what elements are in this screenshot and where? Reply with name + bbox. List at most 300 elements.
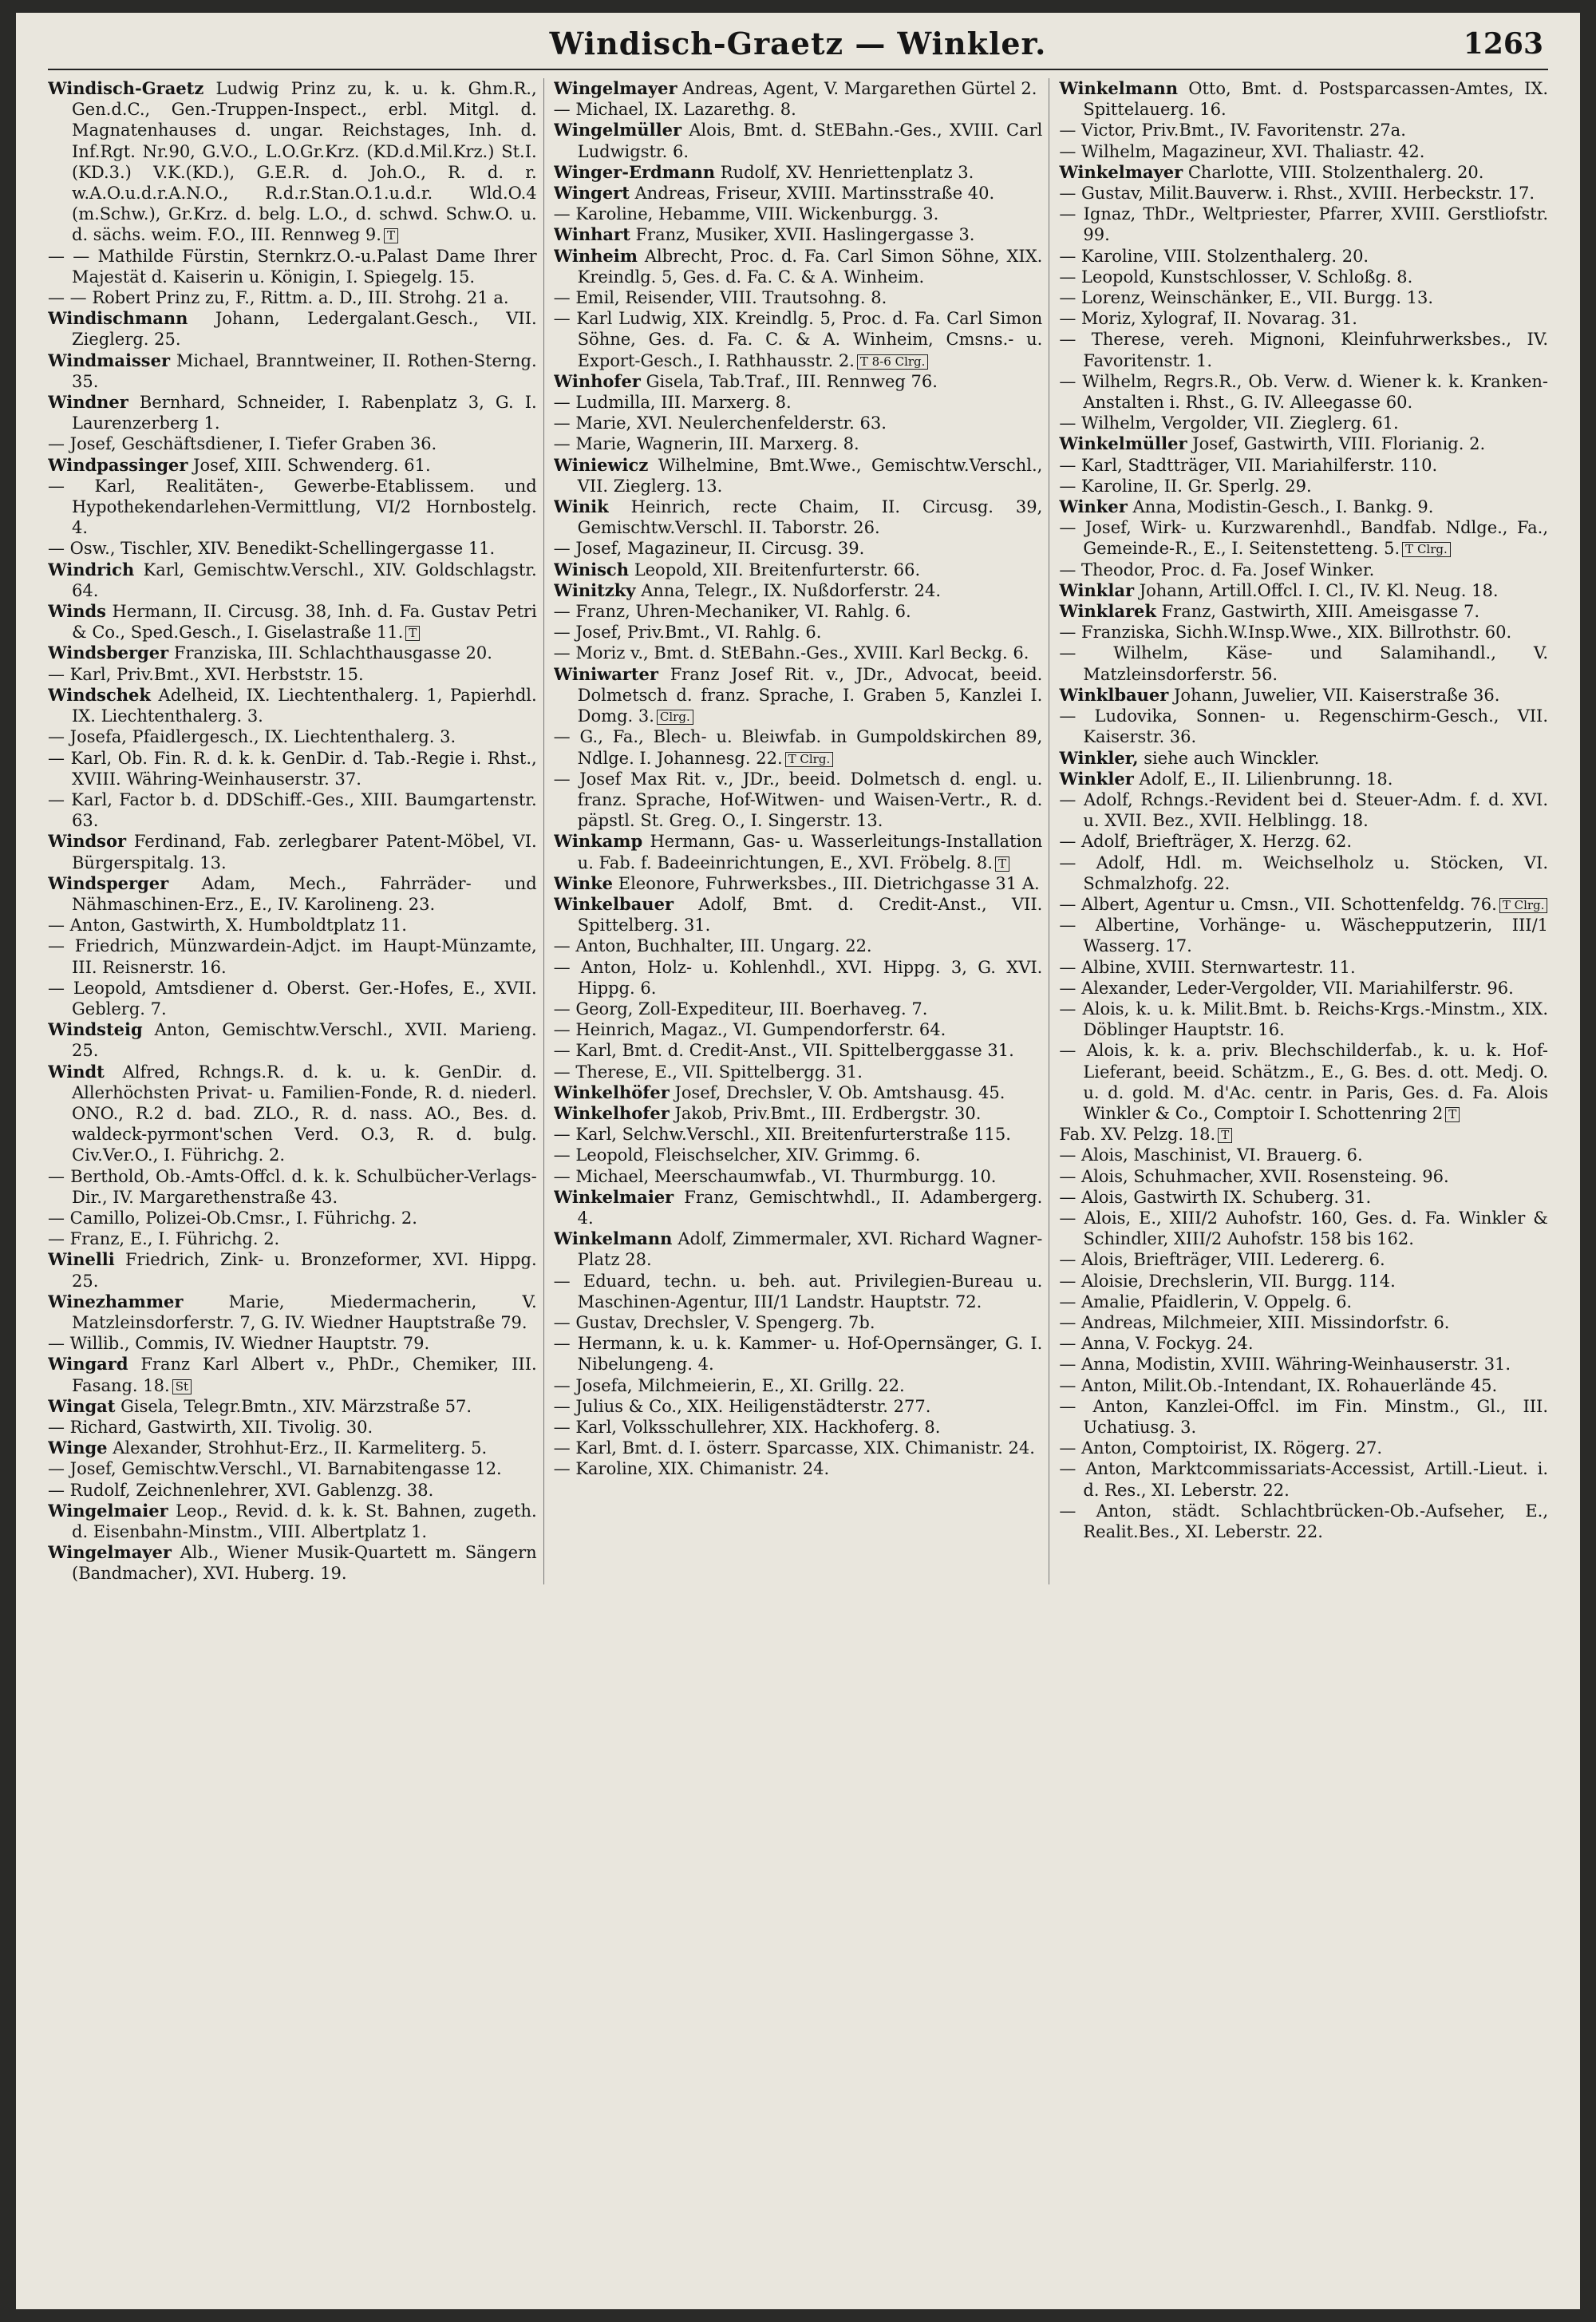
entry-text: Gisela, Telegr.Bmtn., XIV. Märzstraße 57. — [120, 1396, 472, 1416]
directory-entry — [48, 308, 537, 350]
entry-surname: Winhofer — [553, 370, 641, 391]
entry-text: — Marie, Wagnerin, III. Marxerg. 8. — [553, 434, 859, 454]
entry-surname: Winke — [553, 872, 614, 893]
directory-entry — [1059, 433, 1548, 454]
directory-entry — [554, 455, 1043, 496]
directory-entry — [1059, 580, 1548, 601]
directory-entry — [1059, 894, 1548, 915]
entry-text: — Alois, Briefträger, VIII. Ledererg. 6. — [1059, 1250, 1385, 1270]
directory-entry — [48, 643, 537, 663]
entry-text: — Anton, Milit.Ob.-Intendant, IX. Rohauerlände 45. — [1059, 1375, 1498, 1395]
page-header — [48, 21, 1548, 70]
entry-text: — Josef, Priv.Bmt., VI. Rahlg. 6. — [553, 623, 822, 643]
directory-entry — [554, 726, 1043, 768]
directory-entry — [48, 287, 537, 308]
entry-text: — Albert, Agentur u. Cmsn., VII. Schottenfeldg. 76. — [1059, 894, 1497, 914]
directory-entry — [554, 1312, 1043, 1333]
entry-text: Johann, Juwelier, VII. Kaiserstraße 36. — [1174, 685, 1500, 705]
directory-entry — [48, 1501, 537, 1542]
directory-entry — [48, 1166, 537, 1208]
directory-entry — [1059, 329, 1548, 370]
entry-text: Michael, Branntweiner, II. Rothen-Sterng. 35. — [72, 350, 537, 391]
directory-entry — [48, 1228, 537, 1249]
directory-entry — [1059, 1271, 1548, 1292]
entry-text: — Albertine, Vorhänge- u. Wäschepputzerin, III/1 Wasserg. 17. — [1059, 916, 1549, 956]
entry-text: — Alois, k. k. a. priv. Blechschilderfab., k. u. k. Hof-Lieferant, beeid. Schätzm., E., G. Bes. d. ott. Medj. O. u. d. gold. M. d'Ac. centr. in Paris, Ges. d. Fa. Alois Winkler & Co., Comptoir I. Schottenring 2 — [1059, 1041, 1549, 1123]
entry-text: — Karoline, VIII. Stolzenthalerg. 20. — [1059, 246, 1369, 266]
entry-text: — Amalie, Pfaidlerin, V. Oppelg. 6. — [1059, 1292, 1353, 1311]
directory-entry — [554, 204, 1043, 224]
entry-text: — Eduard, techn. u. beh. aut. Privilegien-Bureau u. Maschinen-Agentur, III/1 Landstr. Hauptstr. 72. — [553, 1271, 1043, 1311]
entry-text: Karl, Gemischtw.Verschl., XIV. Goldschlagstr. 64. — [72, 560, 537, 600]
directory-entry — [554, 538, 1043, 559]
directory-entry — [48, 685, 537, 726]
entry-text: — Josef, Magazineur, II. Circusg. 39. — [553, 539, 865, 559]
directory-entry — [48, 78, 537, 246]
directory-entry — [48, 1019, 537, 1061]
entry-surname: Winger-Erdmann — [553, 161, 716, 182]
entry-text: — Ludovika, Sonnen- u. Regenschirm-Gesch., VII. Kaiserstr. 36. — [1059, 706, 1549, 747]
entry-text: Bernhard, Schneider, I. Rabenplatz 3, G. I. Laurenzerberg 1. — [72, 393, 537, 433]
entry-text: — Anton, Marktcommissariats-Accessist, Artill.-Lieut. i. d. Res., XI. Leberstr. 22. — [1059, 1459, 1549, 1500]
entry-surname: Windsteig — [48, 1019, 143, 1040]
entry-surname: Wingat — [48, 1395, 116, 1416]
entry-surname: Winklar — [1059, 580, 1135, 600]
entry-text: — Leopold, Fleischselcher, XIV. Grimmg. 6. — [553, 1145, 921, 1165]
telephone-mark: T Clrg. — [1402, 542, 1451, 557]
entry-surname: Windner — [48, 392, 128, 413]
directory-entry — [554, 957, 1043, 999]
entry-surname: Windschek — [48, 684, 151, 705]
entry-surname: Windsberger — [48, 643, 169, 663]
entry-surname: Winkelmayer — [1059, 161, 1183, 182]
entry-text: — Anna, V. Fockyg. 24. — [1059, 1334, 1254, 1354]
directory-entry — [48, 1417, 537, 1438]
directory-entry — [1059, 685, 1548, 706]
directory-entry — [1059, 455, 1548, 476]
directory-entry — [554, 1166, 1043, 1187]
directory-entry — [554, 1103, 1043, 1124]
entry-text: Marie, Miedermacherin, V. Matzleinsdorferstr. 7, G. IV. Wiedner Hauptstraße 79. — [72, 1292, 537, 1332]
entry-text: — Michael, IX. Lazarethg. 8. — [553, 100, 796, 120]
entry-text: Josef, Drechsler, V. Ob. Amtshausg. 45. — [674, 1082, 1005, 1102]
entry-text: — Leopold, Amtsdiener d. Oberst. Ger.-Hofes, E., XVII. Geblerg. 7. — [48, 978, 537, 1019]
entry-text: — Alois, Maschinist, VI. Brauerg. 6. — [1059, 1145, 1363, 1165]
entry-text: — Anton, Holz- u. Kohlenhdl., XVI. Hippg. 3, G. XVI. Hippg. 6. — [553, 957, 1043, 998]
entry-text: Adolf, Bmt. d. Credit-Anst., VII. Spittelberg. 31. — [577, 894, 1043, 936]
entry-text: Anna, Modistin-Gesch., I. Bankg. 9. — [1132, 497, 1434, 517]
telephone-mark: T 8-6 Clrg. — [857, 354, 929, 370]
entry-surname: Winheim — [553, 245, 638, 266]
directory-entry — [48, 455, 537, 476]
directory-entry — [1059, 78, 1548, 120]
entry-text: — Franz, E., I. Führichg. 2. — [48, 1229, 280, 1249]
entry-surname: Winkelhofer — [553, 1102, 670, 1123]
entry-text: Albrecht, Proc. d. Fa. Carl Simon Söhne, XIX. Kreindlg. 5, Ges. d. Fa. C. & A. Winheim. — [577, 246, 1043, 287]
entry-text: — Theodor, Proc. d. Fa. Josef Winker. — [1059, 560, 1375, 580]
directory-entry — [1059, 1145, 1548, 1165]
entry-surname: Windsperger — [48, 872, 169, 893]
column-1 — [48, 78, 544, 1584]
entry-text: — Adolf, Rchngs.-Revident bei d. Steuer-Adm. f. d. XVI. u. XVII. Bez., XVII. Helblingg. 18. — [1059, 789, 1549, 831]
entry-text: — Therese, vereh. Mignoni, Kleinfuhrwerksbes., IV. Favoritenstr. 1. — [1059, 330, 1549, 370]
directory-entry — [48, 1333, 537, 1354]
directory-entry — [554, 999, 1043, 1019]
directory-entry — [554, 413, 1043, 433]
entry-text: Adolf, E., II. Lilienbrunng. 18. — [1139, 769, 1393, 789]
entry-text: Alfred, Rchngs.R. d. k. u. k. GenDir. d. Allerhöchsten Privat- u. Familien-Fonde, R. d. niederl. ONO., R.2 d. bad. ZLO., R. d. nass. AO., Bes. d. waldeck-pyrmont'schen Verd. O.3, R. d. bulg. Civ.Ver.O., I. Führichg. 2. — [72, 1062, 537, 1165]
entry-text: — Hermann, k. u. k. Kammer- u. Hof-Opernsänger, G. I. Nibelungeng. 4. — [553, 1334, 1043, 1375]
entry-text: Franz, Musiker, XVII. Haslingergasse 3. — [635, 225, 975, 245]
entry-text: — Osw., Tischler, XIV. Benedikt-Schellingergasse 11. — [48, 539, 496, 559]
telephone-mark: T — [995, 856, 1009, 872]
entry-surname: Winhart — [553, 224, 630, 245]
running-title: Windisch-Graetz — Winkler. — [549, 26, 1047, 61]
directory-entry — [48, 831, 537, 872]
entry-surname: Winkelmann — [1059, 78, 1179, 98]
entry-text: — Wilhelm, Käse- und Salamihandl., V. Matzleinsdorferstr. 56. — [1059, 643, 1549, 684]
entry-text: Anna, Telegr., IX. Nußdorferstr. 24. — [641, 580, 942, 600]
directory-entry — [48, 246, 537, 287]
entry-surname: Winklarek — [1059, 601, 1156, 622]
entry-text: Andreas, Agent, V. Margarethen Gürtel 2. — [682, 79, 1037, 98]
entry-text: — Moriz, Xylograf, II. Novarag. 31. — [1059, 309, 1357, 329]
directory-entry — [554, 769, 1043, 832]
entry-text: — Georg, Zoll-Expediteur, III. Boerhaveg. 7. — [553, 999, 928, 1019]
entry-surname: Wingert — [553, 183, 630, 204]
directory-entry — [1059, 287, 1548, 308]
entry-text: — Alexander, Leder-Vergolder, VII. Mariahilferstr. 96. — [1059, 978, 1514, 998]
entry-text: — Karoline, Hebamme, VIII. Wickenburgg. 3. — [553, 204, 939, 224]
directory-entry — [554, 1062, 1043, 1082]
entry-text: — Alois, Schuhmacher, XVII. Rosensteing. 96. — [1059, 1166, 1449, 1186]
directory-entry — [554, 1082, 1043, 1103]
directory-entry — [554, 78, 1043, 99]
entry-surname: Winkelmaier — [553, 1186, 674, 1207]
entry-text: — Rudolf, Zeichnenlehrer, XVI. Gablenzg. 38. — [48, 1480, 434, 1500]
entry-text: — Josefa, Pfaidlergesch., IX. Liechtenthalerg. 3. — [48, 727, 456, 747]
directory-entry — [1059, 1458, 1548, 1500]
entry-surname: Windpassinger — [48, 454, 188, 475]
directory-entry — [554, 1187, 1043, 1228]
directory-entry — [1059, 413, 1548, 433]
directory-entry — [48, 1249, 537, 1291]
directory-entry — [1059, 560, 1548, 580]
entry-surname: Winkelbauer — [553, 893, 674, 914]
entry-text: Johann, Ledergalant.Gesch., VII. Zieglerg. 25. — [72, 309, 537, 350]
entry-surname: Wingelmüller — [553, 120, 682, 140]
entry-text: — Lorenz, Weinschänker, E., VII. Burgg. 13. — [1059, 288, 1433, 308]
directory-entry — [48, 873, 537, 915]
entry-surname: Winkamp — [553, 831, 643, 852]
entry-text: Franz Karl Albert v., PhDr., Chemiker, III. Fasang. 18. — [72, 1355, 537, 1395]
entry-text: — Karl, Factor b. d. DDSchiff.-Ges., XIII. Baumgartenstr. 63. — [48, 789, 537, 831]
directory-entry — [48, 1438, 537, 1458]
entry-text: — Karl, Priv.Bmt., XVI. Herbststr. 15. — [48, 664, 364, 684]
entry-surname: Windisch-Graetz — [48, 78, 204, 98]
directory-entry — [48, 350, 537, 392]
entry-text: Franz, Gastwirth, XIII. Ameisgasse 7. — [1161, 602, 1480, 622]
directory-entry — [48, 1396, 537, 1417]
entry-text: Leop., Revid. d. k. k. St. Bahnen, zugeth. d. Eisenbahn-Minstm., VIII. Albertplatz 1. — [72, 1501, 537, 1542]
entry-text: — Gustav, Drechsler, V. Spengerg. 7b. — [553, 1312, 875, 1332]
directory-entry — [1059, 162, 1548, 183]
entry-text: Johann, Artill.Offcl. I. Cl., IV. Kl. Neug. 18. — [1139, 580, 1499, 600]
directory-entry — [1059, 120, 1548, 140]
entry-surname: Winiewicz — [553, 454, 649, 475]
directory-entry — [48, 433, 537, 454]
directory-entry — [1059, 1354, 1548, 1375]
entry-text: Wilhelmine, Bmt.Wwe., Gemischtw.Verschl., VII. Zieglerg. 13. — [577, 455, 1043, 496]
directory-entry — [1059, 622, 1548, 643]
entry-surname: Windmaisser — [48, 350, 171, 370]
entry-surname: Winklbauer — [1059, 684, 1169, 705]
directory-entry — [554, 831, 1043, 872]
entry-text: — Anton, Kanzlei-Offcl. im Fin. Minstm., Gl., III. Uchatiusg. 3. — [1059, 1396, 1549, 1437]
directory-entry — [1059, 957, 1548, 978]
entry-surname: Winiwarter — [553, 663, 658, 684]
entry-text: Otto, Bmt. d. Postsparcassen-Amtes, IX. Spittelauerg. 16. — [1083, 79, 1549, 120]
entry-text: Anton, Gemischtw.Verschl., XVII. Marieng. 25. — [72, 1020, 537, 1061]
directory-entry — [48, 1480, 537, 1501]
entry-surname: Winkelhöfer — [553, 1082, 670, 1102]
entry-text: — Gustav, Milit.Bauverw. i. Rhst., XVIII. Herbeckstr. 17. — [1059, 184, 1535, 204]
directory-entry — [554, 1124, 1043, 1145]
column-2 — [554, 78, 1050, 1584]
entry-text: — Karl, Volksschullehrer, XIX. Hackhoferg. 8. — [553, 1418, 941, 1437]
entry-text: — Karl, Selchw.Verschl., XII. Breitenfurterstraße 115. — [553, 1125, 1011, 1145]
entry-surname: Winkler — [1059, 768, 1134, 789]
directory-entry — [1059, 183, 1548, 204]
entry-text: — Camillo, Polizei-Ob.Cmsr., I. Führichg. 2. — [48, 1208, 417, 1228]
directory-entry — [554, 643, 1043, 663]
entry-text: Ferdinand, Fab. zerlegbarer Patent-Möbel, VI. Bürgerspitalg. 13. — [72, 832, 537, 872]
directory-entry — [1059, 1292, 1548, 1312]
directory-entry — [554, 1333, 1043, 1375]
entry-surname: Windrich — [48, 559, 135, 580]
entry-text: — Adolf, Hdl. m. Weichselholz u. Stöcken, VI. Schmalzhofg. 22. — [1059, 852, 1549, 893]
entry-text: Adolf, Zimmermaler, XVI. Richard Wagner-Platz 28. — [577, 1229, 1043, 1270]
directory-entry — [1059, 1187, 1548, 1208]
directory-entry — [1059, 141, 1548, 162]
entry-text: — Karl, Bmt. d. Credit-Anst., VII. Spittelberggasse 31. — [553, 1041, 1014, 1061]
entry-text: — Wilhelm, Vergolder, VII. Zieglerg. 61. — [1059, 413, 1399, 433]
entry-text: — Karl, Bmt. d. I. österr. Sparcasse, XIX. Chimanistr. 24. — [553, 1438, 1035, 1458]
directory-entry — [554, 371, 1043, 392]
directory-entry — [48, 601, 537, 643]
directory-entry — [554, 622, 1043, 643]
entry-surname: Winge — [48, 1438, 108, 1458]
entry-text: Alois, Bmt. d. StEBahn.-Ges., XVIII. Carl Ludwigstr. 6. — [577, 121, 1043, 161]
directory-entry — [554, 120, 1043, 161]
directory-entry — [1059, 246, 1548, 267]
directory-entry — [1059, 831, 1548, 852]
directory-entry — [48, 1354, 537, 1395]
entry-text: — Alois, k. u. k. Milit.Bmt. b. Reichs-Krgs.-Minstm., XIX. Döblinger Hauptstr. 16. — [1059, 999, 1549, 1040]
entry-text: — Therese, E., VII. Spittelbergg. 31. — [553, 1062, 863, 1082]
entry-text: siehe auch Winckler. — [1144, 748, 1320, 768]
entry-surname: Windsor — [48, 831, 127, 852]
telephone-mark: T — [384, 228, 398, 243]
telephone-mark: T Clrg. — [1499, 898, 1548, 913]
entry-text: — Emil, Reisender, VIII. Trautsohng. 8. — [553, 288, 887, 308]
entry-text: Alb., Wiener Musik-Quartett m. Sängern (Bandmacher), XVI. Huberg. 19. — [72, 1543, 537, 1584]
entry-text: — Julius & Co., XIX. Heiligenstädterstr. 277. — [553, 1396, 931, 1416]
entry-surname: Windischmann — [48, 308, 188, 329]
directory-entry — [48, 664, 537, 685]
entry-text: — Anton, Buchhalter, III. Ungarg. 22. — [553, 936, 872, 956]
telephone-mark: St — [172, 1379, 192, 1394]
entry-text: — Victor, Priv.Bmt., IV. Favoritenstr. 27a. — [1059, 121, 1406, 140]
entry-text: Jakob, Priv.Bmt., III. Erdbergstr. 30. — [674, 1103, 982, 1123]
directory-entry — [48, 1458, 537, 1479]
entry-text: — Anton, städt. Schlachtbrücken-Ob.-Aufseher, E., Realit.Bes., XI. Leberstr. 22. — [1059, 1501, 1549, 1542]
directory-entry — [48, 915, 537, 936]
entry-text: — Josef, Wirk- u. Kurzwarenhdl., Bandfab. Ndlge., Fa., Gemeinde-R., E., I. Seitenstetteng. 5. — [1059, 518, 1549, 559]
directory-entry — [1059, 1312, 1548, 1333]
entry-text: — Wilhelm, Magazineur, XVI. Thaliastr. 42. — [1059, 141, 1425, 161]
directory-entry — [48, 748, 537, 789]
directory-entry — [1059, 517, 1548, 559]
directory-entry — [1059, 915, 1548, 956]
entry-surname: Winisch — [553, 559, 629, 580]
entry-text: — Josef Max Rit. v., JDr., beeid. Dolmetsch d. engl. u. franz. Sprache, Hof-Witwen- und Waisen-Vertr., R. d. päpstl. St. Greg. O., I. Singerstr. 13. — [553, 769, 1043, 831]
directory-entry — [48, 978, 537, 1019]
directory-entry — [554, 496, 1043, 538]
directory-entry — [48, 392, 537, 433]
directory-entry — [48, 1062, 537, 1166]
entry-text: — Moriz v., Bmt. d. StEBahn.-Ges., XVIII. Karl Beckg. 6. — [553, 643, 1029, 663]
directory-entry — [1059, 748, 1548, 769]
entry-text: — Marie, XVI. Neulerchenfelderstr. 63. — [553, 413, 887, 433]
directory-entry — [554, 1417, 1043, 1438]
entry-text: — G., Fa., Blech- u. Bleiwfab. in Gumpoldskirchen 89, Ndlge. I. Johannesg. 22. — [553, 727, 1043, 768]
directory-entry — [554, 560, 1043, 580]
column-3 — [1059, 78, 1548, 1584]
directory-entry — [554, 308, 1043, 371]
directory-entry — [554, 1145, 1043, 1165]
directory-entry — [554, 1396, 1043, 1417]
directory-entry — [1059, 1438, 1548, 1458]
entry-surname: Winds — [48, 601, 106, 622]
entry-text: — Albine, XVIII. Sternwartestr. 11. — [1059, 957, 1356, 977]
directory-entry — [554, 1019, 1043, 1040]
entry-text: — Heinrich, Magaz., VI. Gumpendorferstr. 64. — [553, 1020, 946, 1040]
entry-surname: Winik — [553, 496, 609, 517]
entry-surname: Wingard — [48, 1354, 128, 1375]
entry-text: Ludwig Prinz zu, k. u. k. Ghm.R., Gen.d.C., Gen.-Truppen-Inspect., erbl. Mitgl. d. Magnatenhauses d. ungar. Reichstages, Inh. d. Inf.Rgt. Nr.90, G.V.O., L.O.Gr.Krz. (KD.d.Mil.Krz.) St.I.(KD.3.) V.K.(KD.), G.E.R. d. Joh.O., R. d. r. w.A.O.u.d.r.A.N.O., R.d.r.Stan.O.1.u.d.r. Wld.O.4 (m.Schw.), Gr.Krz. d. belg. L.O., d. schwd. Schw.O. u. d. sächs. weim. F.O., III. Rennweg 9. — [72, 79, 537, 245]
entry-text: — — Mathilde Fürstin, Sternkrz.O.-u.Palast Dame Ihrer Majestät d. Kaiserin u. Königin, I. Spiegelg. 15. — [48, 246, 537, 287]
directory-entry — [554, 246, 1043, 287]
directory-entry — [1059, 204, 1548, 245]
directory-entry — [554, 433, 1043, 454]
entry-surname: Winitzky — [553, 580, 636, 600]
entry-text: Hermann, Gas- u. Wasserleitungs-Installation u. Fab. f. Badeeinrichtungen, E., XVI. Fröbelg. 8. — [577, 832, 1043, 872]
directory-entry — [1059, 852, 1548, 894]
entry-surname: Windt — [48, 1061, 105, 1082]
entry-text: Leopold, XII. Breitenfurterstr. 66. — [634, 560, 921, 580]
directory-entry — [1059, 1249, 1548, 1270]
page-number: 1263 — [1463, 27, 1543, 61]
directory-entry — [554, 162, 1043, 183]
directory-entry — [554, 580, 1043, 601]
directory-entry — [1059, 1501, 1548, 1542]
entry-text: Andreas, Friseur, XVIII. Martinsstraße 40. — [634, 184, 995, 204]
entry-text: — Adolf, Briefträger, X. Herzg. 62. — [1059, 832, 1353, 852]
directory-entry — [1059, 1166, 1548, 1187]
entry-text: — Leopold, Kunstschlosser, V. Schloßg. 8. — [1059, 267, 1413, 287]
entry-text: Hermann, II. Circusg. 38, Inh. d. Fa. Gustav Petri & Co., Sped.Gesch., I. Giselastraße 11. — [72, 602, 537, 643]
entry-text: — Anna, Modistin, XVIII. Währing-Weinhauserstr. 31. — [1059, 1355, 1511, 1375]
directory-entry — [48, 538, 537, 559]
entry-text: — Ignaz, ThDr., Weltpriester, Pfarrer, XVIII. Gerstliofstr. 99. — [1059, 204, 1549, 245]
directory-entry — [48, 560, 537, 601]
directory-entry — [554, 224, 1043, 245]
directory-entry — [1059, 476, 1548, 496]
entry-text: Charlotte, VIII. Stolzenthalerg. 20. — [1187, 162, 1484, 182]
directory-entry — [48, 726, 537, 747]
entry-surname: Winelli — [48, 1249, 115, 1270]
directory-entry — [554, 392, 1043, 413]
entry-text: Heinrich, recte Chaim, II. Circusg. 39, Gemischtw.Verschl. II. Taborstr. 26. — [577, 497, 1043, 538]
directory-entry — [1059, 1208, 1548, 1249]
entry-text: — Josef, Gemischtw.Verschl., VI. Barnabitengasse 12. — [48, 1459, 502, 1479]
entry-text: Josef, Gastwirth, VIII. Florianig. 2. — [1192, 434, 1486, 454]
directory-entry — [1059, 371, 1548, 413]
entry-text: Eleonore, Fuhrwerksbes., III. Dietrichgasse 31 A. — [618, 873, 1040, 893]
entry-text: — Karl, Stadtträger, VII. Mariahilferstr. 110. — [1059, 455, 1438, 475]
directory-entry — [1059, 789, 1548, 831]
entry-surname: Winkler, — [1059, 747, 1139, 768]
directory-entry — [554, 1040, 1043, 1061]
directory-entry — [554, 99, 1043, 120]
directory-entry — [554, 183, 1043, 204]
directory-entry — [554, 1271, 1043, 1312]
directory-entry — [1059, 496, 1548, 517]
directory-entry — [554, 936, 1043, 956]
entry-text: Franziska, III. Schlachthausgasse 20. — [173, 643, 492, 663]
entry-text: Franz, Gemischtwhdl., II. Adambergerg. 4. — [577, 1187, 1043, 1228]
entry-text: Alexander, Strohhut-Erz., II. Karmeliterg. 5. — [113, 1438, 488, 1458]
entry-text: — Karl, Ob. Fin. R. d. k. k. GenDir. d. Tab.-Regie i. Rhst., XVIII. Währing-Weinhauserstr. 37. — [48, 748, 537, 789]
directory-entry — [1059, 1333, 1548, 1354]
entry-text: — Andreas, Milchmeier, XIII. Missindorfstr. 6. — [1059, 1312, 1450, 1332]
entry-text: — Anton, Gastwirth, X. Humboldtplatz 11. — [48, 916, 407, 936]
entry-text: — Franziska, Sichh.W.Insp.Wwe., XIX. Billrothstr. 60. — [1059, 623, 1512, 643]
directory-entry — [1059, 706, 1548, 747]
directory-entry — [48, 1208, 537, 1228]
entry-text: — Richard, Gastwirth, XII. Tivolig. 30. — [48, 1418, 373, 1437]
entry-text: — Alois, E., XIII/2 Auhofstr. 160, Ges. d. Fa. Winkler & Schindler, XIII/2 Auhofstr. 158 bis 162. — [1059, 1208, 1549, 1249]
telephone-mark: T — [405, 626, 420, 641]
telephone-mark: T — [1445, 1107, 1460, 1122]
entry-text: — Karl, Realitäten-, Gewerbe-Etablissem. und Hypothekendarlehen-Vermittlung, VI/2 Hornbostelg. 4. — [48, 476, 537, 538]
entry-text: Gisela, Tab.Traf., III. Rennweg 76. — [646, 371, 938, 391]
entry-text: Friedrich, Zink- u. Bronzeformer, XVI. Hippg. 25. — [72, 1250, 537, 1291]
entry-text: — — Robert Prinz zu, F., Rittm. a. D., III. Strohg. 21 a. — [48, 288, 509, 308]
directory-entry — [1059, 1375, 1548, 1396]
entry-text: — Josefa, Milchmeierin, E., XI. Grillg. 22. — [553, 1375, 905, 1395]
entry-text: — Karoline, II. Gr. Sperlg. 29. — [1059, 476, 1312, 496]
directory-entry — [1059, 978, 1548, 999]
telephone-mark: T Clrg. — [785, 752, 834, 767]
directory-page — [16, 13, 1580, 2309]
directory-entry — [48, 1542, 537, 1584]
directory-entry — [1059, 1040, 1548, 1124]
directory-entry — [1059, 999, 1548, 1040]
directory-entry — [1059, 267, 1548, 287]
directory-entry — [554, 1228, 1043, 1270]
